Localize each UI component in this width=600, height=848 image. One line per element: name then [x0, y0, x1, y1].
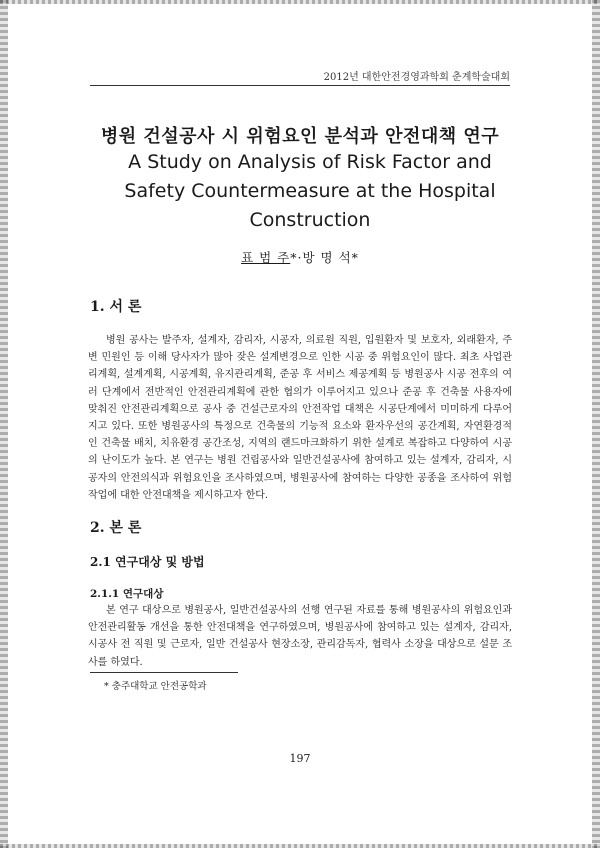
- section-heading-body: 2. 본 론: [90, 520, 142, 536]
- authors: [0, 248, 600, 266]
- scan-edge-top: [0, 0, 600, 4]
- method-paragraph: 본 연구 대상으로 병원공사, 일반건설공사의 선행 연구된 자료를 통해 병원공사의 위험요인과 안전관리활동 개선을 통한 안전대책을 연구하였으며, 병원공사에 참여하고 있는 설계자, 감리자, 시공사 전 직원 및 근로자, 일반 건설공사 현장소장, 관리감독자, 협력사 소장을 대상으로 설문 조사를 하였다.: [88, 605, 512, 668]
- subsection-heading: 2.1 연구대상 및 방법: [90, 555, 205, 569]
- running-header: 2012년 대한안전경영과학회 춘계학술대회: [323, 72, 510, 83]
- title-english-line: Safety Countermeasure at the Hospital: [124, 180, 496, 202]
- header-rule: [90, 85, 510, 86]
- first-author: 표 범 주: [241, 250, 291, 265]
- subsubsection-heading: 2.1.1 연구대상: [90, 588, 164, 600]
- footnote-affiliation: * 충주대학교 안전공학과: [104, 681, 207, 692]
- title-korean: 병원 건설공사 시 위험요인 분석과 안전대책 연구: [100, 126, 500, 147]
- page-number: 197: [289, 752, 311, 765]
- coauthors: *·방 명 석*: [290, 250, 359, 265]
- title-english-line: A Study on Analysis of Risk Factor and: [128, 151, 492, 173]
- scan-edge-bottom: [0, 844, 600, 848]
- intro-paragraph: 병원 공사는 발주자, 설계자, 감리자, 시공자, 의료원 직원, 입원환자 및 보호자, 외래환자, 주변 민원인 등 이해 당사자가 많아 잦은 설계변경으로 인한 시공 중 위험요인이 많다. 최초 사업관리계획, 설계계획, 시공계획, 유지관리계획, 준공 후 서비스 제공계획 등 병원공사 시공 전후의 여러 단계에서 전반적인 안전관리계획에 관한 협의가 이루어지고 있으나 준공 후 건축물 사용자에 맞춰진 안전관리계획으로 공사 중 건설근로자의 안전작업 대책은 시공단계에서 미미하게 다루어지고 있다. 또한 병원공사의 특정으로 건축물의 기능적 요소와 환자우선의 공간계획, 자연환경적인 건축물 배치, 치유환경 공간조성, 지역의 랜드마크화하기 위한 설계로 복잡하고 다양하여 시공의 난이도가 높다. 본 연구는 병원 건립공사와 일반건설공사에 참여하고 있는 설계자, 감리자, 시공자의 안전의식과 위험요인을 조사하였으며, 병원공사에 참여하는 다양한 공종을 조사하여 위험작업에 대한 안전대책을 제시하고자 한다.: [88, 335, 512, 501]
- title-english-line: Construction: [249, 209, 371, 231]
- footnote-rule: [90, 672, 238, 673]
- section-heading-intro: 1. 서 론: [90, 299, 142, 315]
- title-english: [110, 148, 510, 235]
